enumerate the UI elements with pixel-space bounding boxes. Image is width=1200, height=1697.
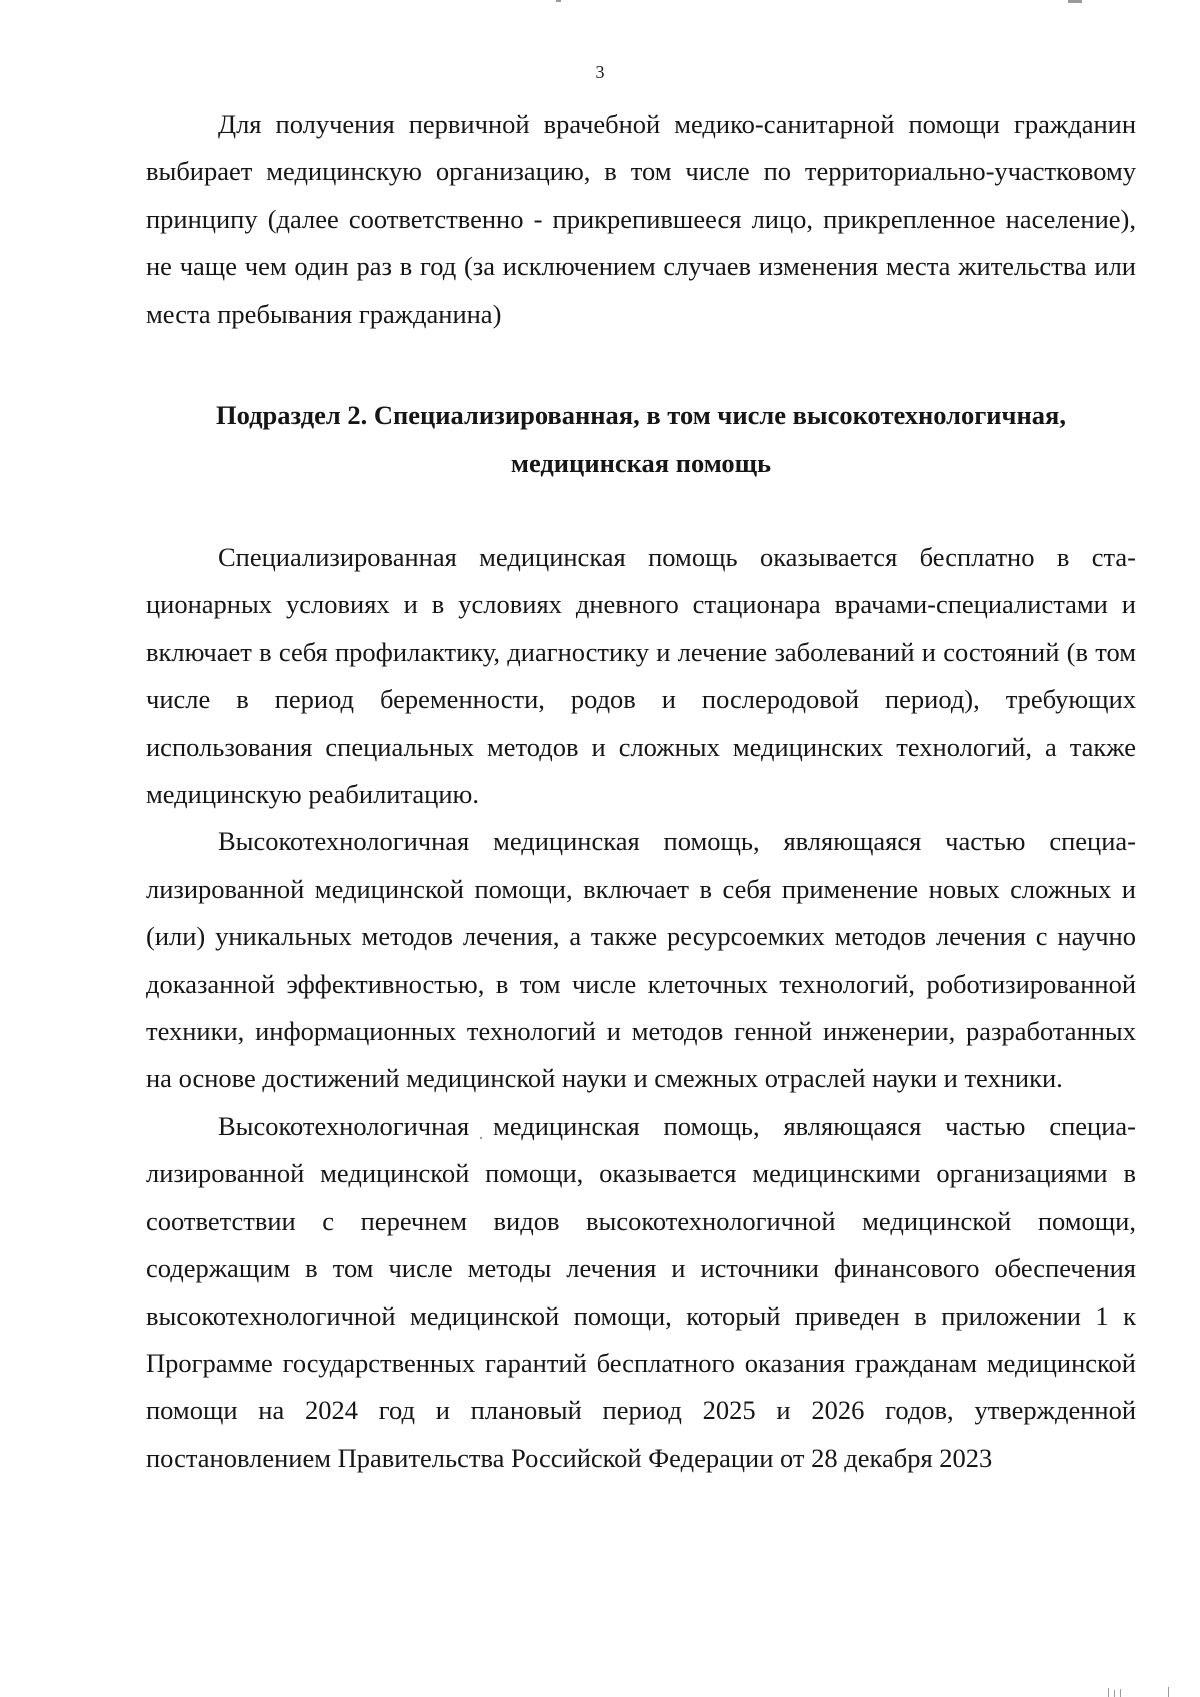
paragraph: Высокотехнологичная медицинская помощь, являющаяся частью специализированной медицинской помощи, оказывается медицинскими организациями в соответствии с перечнем видов высокотехнологичной медицинской помощи, содержащим в том числе методы лечения и источники финансового обеспечения высокотехнологичной медицинской помощи, который приведен в приложении 1 к Программе государственных гарантий бесплатного оказания гражданам медицинской помощи на 2024 год и плановый период 2025 и 2026 годов, утвержденной постановлением Правительства Российской Федерации от 28 декабря 2023 bbox=[146, 1110, 1136, 1473]
section-heading bbox=[146, 391, 1136, 487]
page-number: 3 bbox=[595, 62, 605, 82]
scan-artifact bbox=[1108, 1688, 1109, 1697]
paragraph: Высокотехнологичная медицинская помощь, являющаяся частью специализированной медицинской помощи, включает в себя применение новых сложных и (или) уникальных методов лечения, а также ресурсоемких методов лечения с научно доказанной эффективностью, в том числе клеточных технологий, роботизированной техники, информационных технологий и методов генной инженерии, разработанных на основе достижений медицинской науки и смежных отраслей науки и техники. bbox=[146, 826, 1136, 1094]
paragraph: Для получения первичной врачебной медико-санитарной помощи граждaнин выбирает медицинскую организацию, в том числе по территориально-участковому принципу (далее соответственно - прикрепившееся лицо, прикрепленное население), не чаще чем один раз в год (за исключением случаев изменения места жительства или места пребывания гражданина) bbox=[146, 109, 1136, 329]
scan-artifact bbox=[556, 0, 561, 2]
scan-artifact bbox=[1120, 1689, 1121, 1697]
section-heading-line: Подраздел 2. Специализированная, в том числе высокотехнологичная, bbox=[216, 400, 1066, 430]
scan-artifact bbox=[1114, 1690, 1115, 1697]
scan-artifact bbox=[1068, 0, 1082, 3]
paragraph: Специализированная медицинская помощь оказывается бесплатно в стационарных условиях и в условиях дневного стационара врачами-специалистами и включает в себя профилактику, диагностику и лечение заболеваний и состояний (в том числе в период беременности, родов и послеродовой период), требующих использования специальных методов и сложных медицинских технологий, а также медицинскую реабилитацию. bbox=[146, 542, 1136, 810]
section-heading-line: медицинская помощь bbox=[510, 448, 772, 478]
main-text-block bbox=[146, 534, 1136, 1482]
scan-artifact bbox=[1168, 1687, 1169, 1697]
intro-block bbox=[146, 101, 1136, 338]
